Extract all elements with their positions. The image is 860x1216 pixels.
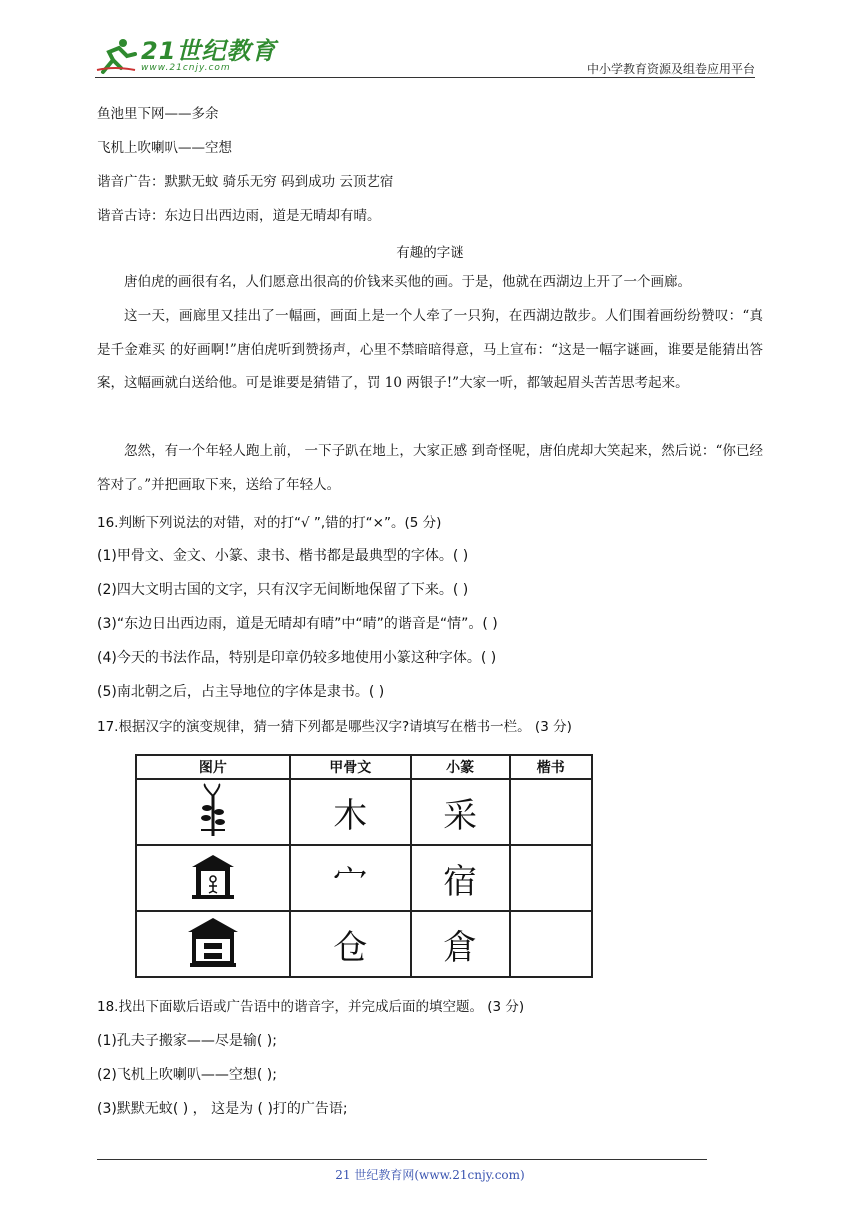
picture-cell	[136, 779, 290, 845]
oracle-cell	[290, 911, 411, 977]
logo	[95, 34, 276, 78]
table-header: 楷书	[510, 755, 592, 779]
text-line: 鱼池里下网——多余	[97, 106, 219, 122]
question-18-item: (1)孔夫子搬家——尽是输( );	[97, 1033, 277, 1049]
question-18-stem: 18.找出下面歇后语或广告语中的谐音字，并完成后面的填空题。 (3 分)	[97, 999, 525, 1015]
seal-glyph: 倉	[443, 927, 478, 968]
rice-plant-icon	[193, 782, 233, 838]
question-18-item: (3)默默无蚊( ) ， 这是为 ( )打的广告语;	[97, 1101, 348, 1117]
house-with-person-icon	[188, 851, 238, 901]
granary-icon	[186, 916, 240, 968]
seal-glyph: 宿	[443, 861, 478, 902]
seal-cell	[411, 845, 510, 911]
question-17-stem: 17.根据汉字的演变规律，猜一猜下列都是哪些汉字?请填写在楷书一栏。 (3 分)	[97, 719, 572, 735]
text-line: 谐音广告：默默无蚊 骑乐无穷 码到成功 云顶艺宿	[97, 174, 394, 190]
oracle-glyph: 木	[333, 795, 368, 836]
logo-url: www.21cnjy.com	[141, 63, 231, 73]
picture-cell	[136, 911, 290, 977]
logo-text: 21世纪教育	[141, 37, 277, 65]
table-header: 小篆	[411, 755, 510, 779]
table-header: 甲骨文	[290, 755, 411, 779]
question-16-item: (4)今天的书法作品，特别是印章仍较多地使用小篆这种字体。( )	[97, 650, 497, 666]
table-row	[136, 845, 592, 911]
seal-cell	[411, 911, 510, 977]
table-row	[136, 779, 592, 845]
page-header	[95, 34, 755, 78]
oracle-cell	[290, 779, 411, 845]
story-paragraph: 忽然，有一个年轻人跑上前， 一下子趴在地上，大家正感 到奇怪呢，唐伯虎却大笑起来，然后说：“你已经答对了。”并把画取下来，送给了年轻人。	[97, 443, 763, 493]
question-16-item: (2)四大文明古国的文字，只有汉字无间断地保留了下来。( )	[97, 582, 469, 598]
story-paragraph: 这一天，画廊里又挂出了一幅画，画面上是一个人牵了一只狗，在西湖边散步。人们围着画纷纷赞叹：“真是千金难买 的好画啊!”唐伯虎听到赞扬声，心里不禁暗暗得意，马上宣布：“这是一幅字谜画，谁要是能猜出答案，这幅画就白送给他。可是谁要是猜错了，罚 10 两银子!”大家一听，都皱起眉头苦苦思考起来。	[97, 308, 763, 391]
kai-answer-cell[interactable]	[510, 911, 592, 977]
header-divider	[95, 77, 755, 78]
oracle-glyph: 仓	[333, 927, 368, 968]
footer-divider	[97, 1159, 707, 1160]
story-title: 有趣的字谜	[396, 245, 464, 261]
text-line: 飞机上吹喇叭——空想	[97, 140, 232, 156]
kai-answer-cell[interactable]	[510, 845, 592, 911]
question-16-item: (1)甲骨文、金文、小篆、隶书、楷书都是最典型的字体。( )	[97, 548, 469, 564]
header-platform-text: 中小学教育资源及组卷应用平台	[586, 62, 755, 76]
footer-text: 21 世纪教育网(www.21cnjy.com)	[335, 1168, 525, 1182]
table-row	[136, 911, 592, 977]
seal-cell	[411, 779, 510, 845]
story-paragraph: 唐伯虎的画很有名，人们愿意出很高的价钱来买他的画。于是，他就在西湖边上开了一个画廊。	[124, 274, 691, 290]
seal-glyph: 采	[443, 795, 478, 836]
oracle-cell	[290, 845, 411, 911]
question-18-item: (2)飞机上吹喇叭——空想( );	[97, 1067, 277, 1083]
question-16-item: (3)“东边日出西边雨，道是无晴却有晴”中“晴”的谐音是“情”。( )	[97, 616, 498, 632]
character-evolution-table	[135, 754, 593, 978]
kai-answer-cell[interactable]	[510, 779, 592, 845]
runner-logo-icon	[95, 36, 139, 76]
table-header: 图片	[136, 755, 290, 779]
oracle-glyph: 宀	[333, 861, 368, 902]
question-16-stem: 16.判断下列说法的对错，对的打“√ ”,错的打“×”。(5 分)	[97, 515, 442, 531]
question-16-item: (5)南北朝之后，占主导地位的字体是隶书。( )	[97, 684, 385, 700]
picture-cell	[136, 845, 290, 911]
text-line: 谐音古诗：东边日出西边雨，道是无晴却有晴。	[97, 208, 381, 224]
